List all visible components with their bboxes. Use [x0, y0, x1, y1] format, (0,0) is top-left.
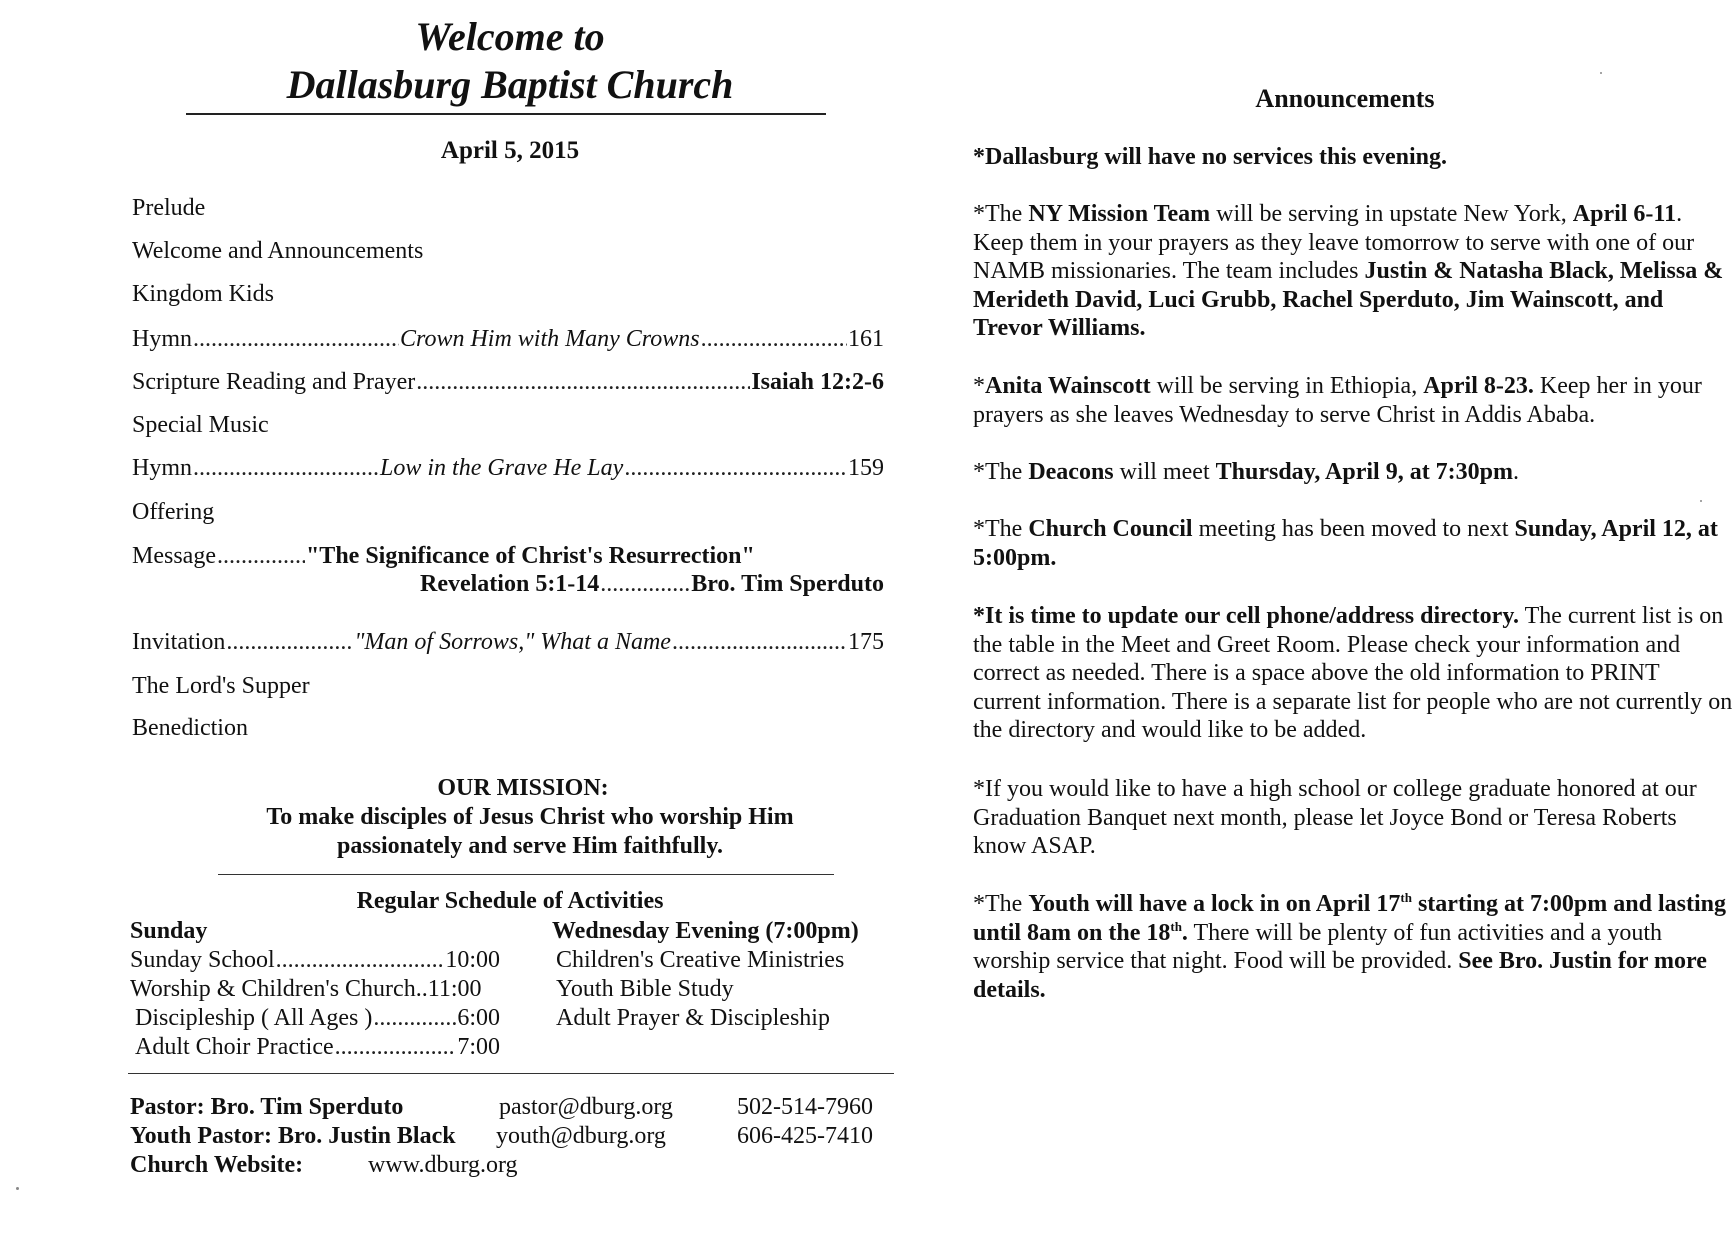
order-item: Special Music: [132, 412, 269, 438]
wednesday-item: Children's Creative Ministries: [556, 947, 845, 973]
order-item: Prelude: [132, 195, 206, 221]
order-item: Kingdom Kids: [132, 281, 275, 307]
order-item-message: Message ..... "The Significance of Christ's Resurrection": [132, 542, 755, 571]
scan-speck: [1700, 500, 1702, 502]
youth-pastor-phone: 606-425-7410: [737, 1123, 873, 1149]
website-label: Church Website:: [130, 1152, 304, 1178]
announcement-ethiopia: *Anita Wainscott will be serving in Ethiopia, April 8-23. Keep her in your prayers as she leaves Wednesday to serve Christ in Addis Ababa.: [973, 373, 1702, 428]
sunday-item: Sunday School ..... 10:00: [130, 946, 500, 975]
sunday-item: Worship & Children's Church.. 11:00: [130, 976, 482, 1002]
announcement-directory: *It is time to update our cell phone/address directory. The current list is on the table in the Meet and Greet Room. Please check your information and correct as needed. There is a space above the old information to PRINT current information. There is a separate list for people who are not currently on the directory and would like to be added.: [973, 603, 1733, 744]
title-divider: [186, 113, 826, 115]
bulletin-date: April 5, 2015: [440, 137, 580, 164]
order-item-hymn: Hymn ..... Low in the Grave He Lay ..... 159: [132, 454, 884, 483]
announcement-deacons: *The Deacons will meet Thursday, April 9, at 7:30pm.: [973, 459, 1520, 485]
announcement-youth-lock-in: *The Youth will have a lock in on April 17th starting at 7:00pm and lasting until 8am on the 18th. There will be plenty of fun activities and a youth worship service that night. Food will be provided. See Bro. Justin for more details.: [973, 890, 1726, 1003]
order-item: Benediction: [132, 715, 248, 741]
schedule-heading: Regular Schedule of Activities: [356, 888, 664, 914]
contacts-divider: [128, 1073, 894, 1074]
scan-speck: [1600, 72, 1602, 74]
wednesday-item: Youth Bible Study: [556, 976, 734, 1002]
order-item: Welcome and Announcements: [132, 238, 424, 264]
title-church-name: Dallasburg Baptist Church: [286, 62, 734, 107]
youth-pastor-email[interactable]: youth@dburg.org: [496, 1123, 666, 1149]
mission-heading: OUR MISSION:: [437, 775, 609, 801]
order-item-scripture: Scripture Reading and Prayer ..... Isaiah 12:2-6: [132, 368, 884, 397]
pastor-email[interactable]: pastor@dburg.org: [499, 1094, 673, 1120]
pastor-name: Pastor: Bro. Tim Sperduto: [130, 1094, 404, 1120]
announcements-heading: Announcements: [1255, 84, 1435, 113]
title-welcome: Welcome to: [415, 14, 605, 59]
announcement-ny-mission: *The NY Mission Team will be serving in upstate New York, April 6-11. Keep them in your prayers as they leave tomorrow to serve with one of our NAMB missionaries. The team includes Justin & Natasha Black, Melissa & Merideth David, Luci Grubb, Rachel Sperduto, Jim Wainscott, and Trevor Williams.: [973, 201, 1724, 342]
scan-speck: [16, 1187, 19, 1190]
pastor-phone: 502-514-7960: [737, 1094, 873, 1120]
announcement-no-services: *Dallasburg will have no services this evening.: [973, 144, 1448, 170]
message-scripture-speaker: Revelation 5:1-14 ..... Bro. Tim Sperduto: [420, 570, 884, 599]
website-url[interactable]: www.dburg.org: [368, 1152, 518, 1178]
order-item: Offering: [132, 499, 215, 525]
order-item-hymn: Hymn ..... Crown Him with Many Crowns ..... 161: [132, 325, 884, 354]
sunday-item: Discipleship ( All Ages ) ..... 6:00: [135, 1004, 500, 1033]
mission-statement: To make disciples of Jesus Christ who worship Him passionately and serve Him faithfully.: [266, 804, 794, 859]
wednesday-heading: Wednesday Evening (7:00pm): [552, 918, 859, 944]
sunday-heading: Sunday: [130, 918, 208, 944]
order-item-invitation: Invitation ..... "Man of Sorrows," What a Name ..... 175: [132, 628, 884, 657]
order-item: The Lord's Supper: [132, 673, 310, 699]
sunday-item: Adult Choir Practice ..... 7:00: [135, 1033, 500, 1062]
wednesday-item: Adult Prayer & Discipleship: [556, 1005, 830, 1031]
youth-pastor-name: Youth Pastor: Bro. Justin Black: [130, 1123, 456, 1149]
announcement-graduation: *If you would like to have a high school or college graduate honored at our Graduation Banquet next month, please let Joyce Bond or Teresa Roberts know ASAP.: [973, 776, 1697, 860]
announcement-church-council: *The Church Council meeting has been moved to next Sunday, April 12, at 5:00pm.: [973, 516, 1718, 571]
mission-divider: [218, 874, 834, 875]
